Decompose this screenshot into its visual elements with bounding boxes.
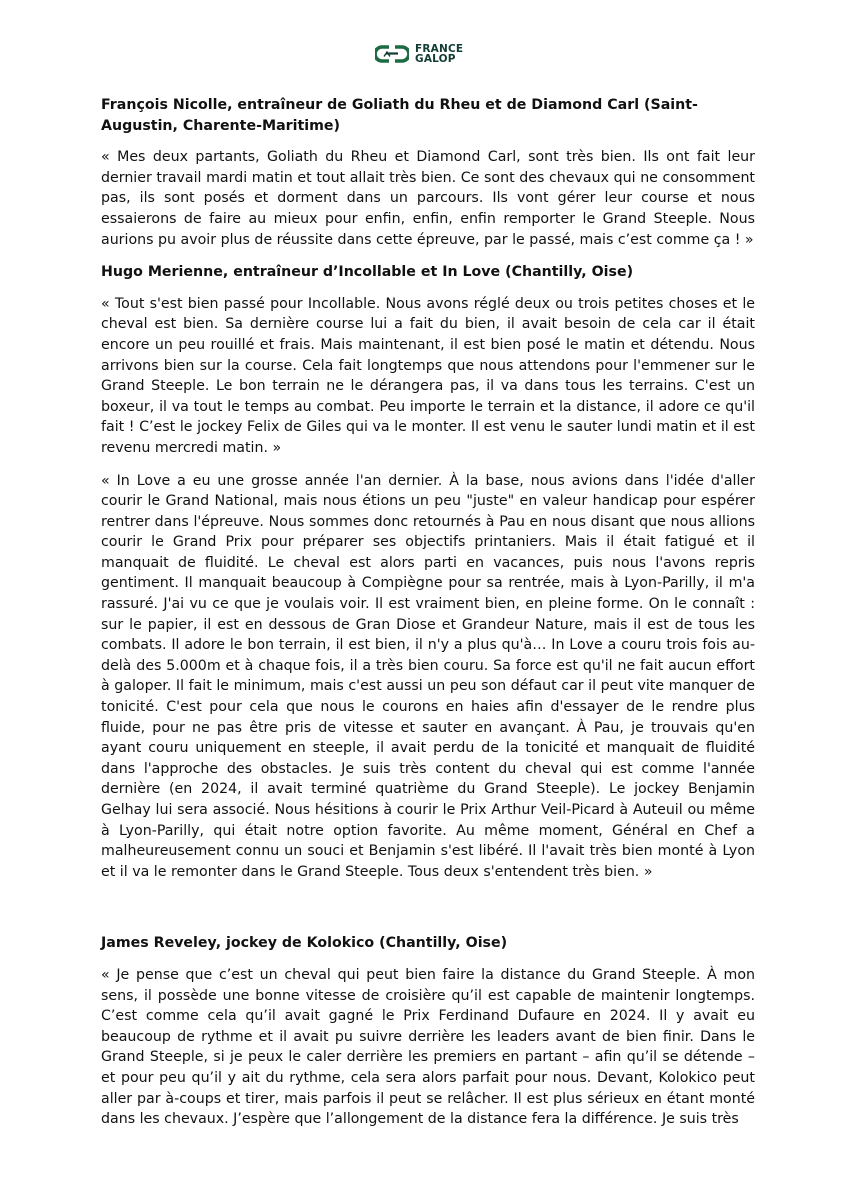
logo-line-1: FRANCE [415,43,464,55]
quote-merienne-in-love: « In Love a eu une grosse année l'an dernier. À la base, nous avions dans l'idée d'aller courir le Grand National, mais nous étions un peu "juste" en valeur handicap pour espérer rentrer dans l'épreuve. Nous sommes donc retournés à Pau en nous disant que nous allions courir le Grand Prix pour préparer ses objectifs printaniers. Mais il était fatigué et il manquait de fluidité. Le cheval est alors parti en vacances, puis nous l'avons repris gentiment. Il manquait beaucoup à Compiègne pour sa rentrée, mais à Lyon-Parilly, il m'a rassuré. J'ai vu ce que je voulais voir. Il est vraiment bien, en pleine forme. On le connaît : sur le papier, il est en dessous de Gran Diose et Grandeur Nature, mais il est de tous les combats. Il adore le bon terrain, il est bien, il n'y a plus qu'à… In Love a couru trois fois au-delà des 5.000m et à chaque fois, il a très bien couru. Sa force est qu'il ne fait aucun effort à galoper. Il fait le minimum, mais c'est aussi un peu son défaut car il peut vite manquer de tonicité. C'est pour cela que nous le courons en haies afin d'essayer de le rendre plus fluide, pour ne pas être pris de vitesse et sauter en avançant. À Pau, je trouvais qu'en ayant couru uniquement en steeple, il avait perdu de la tonicité et manquait de fluidité dans l'approche des obstacles. Je suis très content du cheval qui est comme l'année dernière (en 2024, il avait terminé quatrième du Grand Steeple). Le jockey Benjamin Gelhay lui sera associé. Nous hésitions à courir le Prix Arthur Veil-Picard à Auteuil ou même à Lyon-Parilly, qui était notre option favorite. Au même moment, Général en Chef a malheureusement connu un souci et Benjamin s'est libéré. Il l'avait très bien monté à Lyon et il va le remonter dans le Grand Steeple. Tous deux s'entendent très bien. » [101,472,755,880]
article-body [101,95,755,1130]
section-heading-nicolle: François Nicolle, entraîneur de Goliath du Rheu et de Diamond Carl (Saint-Augustin, Charente-Maritime) [101,97,698,134]
quote-nicolle: « Mes deux partants, Goliath du Rheu et Diamond Carl, sont très bien. Ils ont fait leur dernier travail mardi matin et tout allait très bien. Ce sont des chevaux qui ne consomment pas, ils sont posés et dorment dans un parcours. Ils vont gérer leur course et nous essaierons de faire au mieux pour enfin, enfin, enfin remporter le Grand Steeple. Nous aurions pu avoir plus de réussite dans cette épreuve, par le passé, mais c’est comme ça ! » [101,149,755,248]
quote-merienne-incollable: « Tout s'est bien passé pour Incollable. Nous avons réglé deux ou trois petites choses et le cheval est bien. Sa dernière course lui a fait du bien, il avait besoin de cela car il était encore un peu rouillé et frais. Mais maintenant, il est bien posé le matin et détendu. Nous arrivons bien sur la course. Cela fait longtemps que nous attendons pour l'emmener sur le Grand Steeple. Le bon terrain ne le dérangera pas, il va dans tous les terrains. C'est un boxeur, il va tout le temps au combat. Peu importe le terrain et la distance, il adore ce qu'il fait ! C’est le jockey Felix de Giles qui va le monter. Il est venu le sauter lundi matin et il est revenu mercredi matin. » [101,295,755,456]
logo-wordmark [415,44,463,64]
horseshoe-logo-icon [375,44,409,64]
quote-reveley: « Je pense que c’est un cheval qui peut bien faire la distance du Grand Steeple. À mon sens, il possède une bonne vitesse de croisière qu’il est capable de maintenir longtemps. C’est comme cela qu’il avait gagné le Prix Ferdinand Dufaure en 2024. Il y avait eu beaucoup de rythme et il avait pu suivre derrière les leaders avant de bien finir. Dans le Grand Steeple, si je peux le caler derrière les premiers en partant – afin qu’il se détende – et pour peu qu’il y ait du rythme, cela sera alors parfait pour nous. Devant, Kolokico peut aller par à-coups et tirer, mais parfois il peut se relâcher. Il est plus sérieux en étant monté dans les chevaux. J’espère que l’allongement de la distance fera la différence. Je suis très [101,966,755,1128]
section-heading-merienne: Hugo Merienne, entraîneur d’Incollable et In Love (Chantilly, Oise) [101,264,634,281]
section-heading-reveley: James Reveley, jockey de Kolokico (Chantilly, Oise) [101,935,508,952]
logo-line-2: GALOP [415,53,456,65]
france-galop-logo [375,41,485,67]
